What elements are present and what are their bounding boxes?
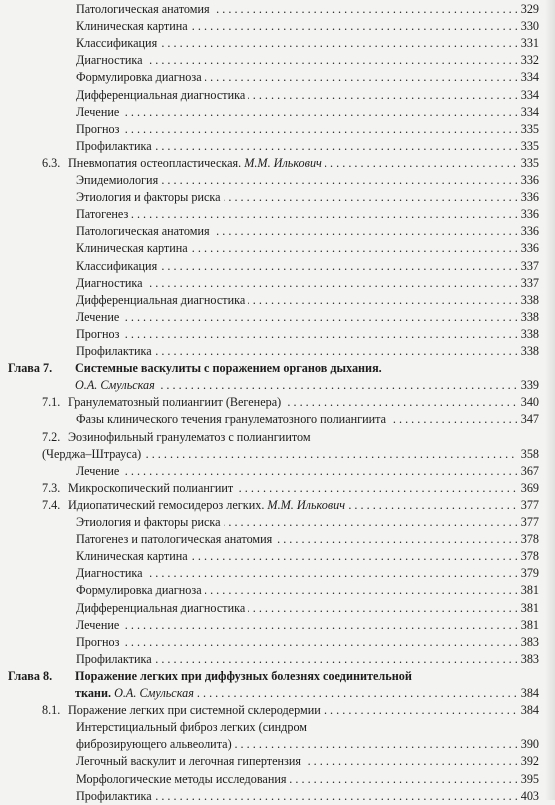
leader-dots (76, 325, 537, 343)
entry-title (76, 342, 155, 360)
toc-entry (0, 513, 555, 531)
toc-entry (0, 599, 555, 617)
page-number: 403 (518, 787, 539, 805)
toc-entry (0, 445, 555, 463)
toc-entry (0, 410, 555, 428)
toc-entry (0, 51, 555, 69)
entry-title-text: Диагностика (76, 53, 143, 68)
toc-entry (0, 479, 555, 497)
entry-title-text: Лечение (76, 463, 120, 478)
entry-author: М.М. Илькович (244, 155, 322, 170)
leader-dots (76, 103, 537, 121)
section-number: 7.2. (42, 429, 61, 444)
page-number: 334 (518, 68, 539, 86)
entry-title-text: Профилактика (76, 344, 152, 358)
entry-title-text: Формулировка диагноза (76, 70, 202, 85)
leader-dots (76, 308, 537, 326)
toc-entry (0, 633, 555, 651)
entry-title-text: Клиническая картина (76, 549, 188, 564)
page-number: 332 (518, 51, 539, 69)
entry-title (76, 718, 310, 736)
entry-author: О.А. Смульская (114, 686, 194, 700)
leader-dots (76, 616, 537, 634)
entry-title-text: Интерстициальный фиброз легких (синдром (76, 720, 308, 735)
entry-title-text: Патологическая анатомия (76, 224, 210, 239)
page-number: 336 (518, 239, 539, 257)
page-number: 336 (518, 205, 539, 223)
entry-title (68, 479, 236, 497)
page-number: 383 (518, 633, 539, 651)
entry-title-text: Лечение (76, 309, 120, 324)
toc-entry (0, 188, 555, 206)
toc-entry (0, 462, 555, 480)
entry-title (76, 650, 155, 668)
entry-title-text: Этиология и факторы риска (76, 515, 221, 529)
chapter-label: Глава 7. (8, 361, 53, 376)
toc-entry (0, 342, 555, 360)
page-number: 338 (518, 342, 539, 360)
entry-title-text: Профилактика (76, 138, 152, 153)
toc-entry (0, 17, 555, 35)
entry-title (68, 701, 324, 719)
page-number: 358 (518, 445, 539, 463)
toc-entry (0, 530, 555, 548)
section-number: 6.3. (42, 155, 61, 170)
entry-title (76, 17, 191, 35)
entry-title-text: Эпидемиология (76, 173, 159, 187)
entry-title-text: Пневмопатия остеопластическая. (68, 155, 242, 170)
toc-entry (0, 239, 555, 257)
toc-entry (0, 581, 555, 599)
entry-title (76, 462, 122, 480)
page-number: 377 (518, 496, 539, 514)
entry-title (76, 735, 235, 753)
section-number: 7.1. (42, 395, 61, 410)
entry-title-text: Лечение (76, 104, 120, 119)
toc-entry (0, 103, 555, 121)
entry-title (76, 752, 304, 770)
entry-title (76, 325, 122, 343)
entry-title (76, 308, 122, 326)
entry-title (76, 34, 160, 52)
toc-entry (0, 137, 555, 155)
page-number: 340 (518, 393, 539, 411)
entry-title (76, 274, 146, 292)
entry-title-text: Прогноз (76, 121, 120, 136)
section-number: 8.1. (42, 703, 61, 718)
entry-title (76, 547, 191, 565)
entry-author: М.М. Илькович (267, 497, 346, 512)
entry-title (76, 410, 389, 428)
page-number: 334 (518, 86, 539, 104)
toc-entry (0, 0, 555, 18)
page-number: 384 (518, 701, 539, 719)
page-number: 331 (518, 34, 539, 52)
page-number: 338 (518, 291, 539, 309)
leader-dots (76, 633, 537, 651)
page-number: 379 (518, 564, 539, 582)
section-number: 7.4. (42, 497, 61, 512)
entry-title-text: Поражение легких при системной склеродермии (68, 703, 321, 718)
toc-entry (0, 496, 555, 514)
entry-title-text: Патогенез и патологическая анатомия (76, 532, 273, 547)
toc-entry (0, 564, 555, 582)
entry-title (76, 120, 122, 138)
entry-title (76, 564, 146, 582)
entry-title-text: Прогноз (76, 326, 120, 341)
toc-entry (0, 718, 555, 736)
page-number: 329 (518, 0, 539, 18)
entry-title-text: Дифференциальная диагностика (76, 87, 246, 102)
entry-title (42, 445, 144, 463)
leader-dots (76, 120, 537, 138)
entry-title-text: Дифференциальная диагностика (76, 600, 246, 615)
page-number: 334 (518, 103, 539, 121)
entry-title (76, 103, 122, 121)
toc-entry (0, 171, 555, 189)
toc-entry (0, 667, 555, 685)
entry-title (76, 51, 146, 69)
page-number: 395 (518, 770, 539, 788)
entry-title-text: Диагностика (76, 566, 143, 581)
page-number: 392 (518, 752, 539, 770)
entry-title (76, 787, 155, 805)
entry-title-text: Профилактика (76, 788, 152, 803)
page-number: 336 (518, 171, 539, 189)
entry-title-text: Патологическая анатомия (76, 2, 210, 16)
entry-title (75, 667, 415, 685)
entry-title-text: Классификация (76, 36, 158, 51)
entry-title (76, 222, 213, 240)
toc-entry (0, 770, 555, 788)
entry-title (76, 770, 289, 788)
leader-dots (76, 205, 537, 223)
toc-entry (0, 86, 555, 104)
toc-entry (0, 325, 555, 343)
page-number: 383 (518, 650, 539, 668)
entry-title-text: Формулировка диагноза (76, 583, 202, 598)
page-number: 390 (518, 735, 539, 753)
toc-entry (0, 274, 555, 292)
entry-title (76, 137, 155, 155)
page-number: 336 (518, 222, 539, 240)
entry-title-text: Патогенез (76, 207, 129, 222)
entry-title-text: Прогноз (76, 634, 120, 649)
page-number: 337 (518, 274, 539, 292)
section-number: 7.3. (42, 480, 61, 495)
entry-title-text: Системные васкулиты с поражением органов дыхания. (75, 361, 382, 376)
page-number: 338 (518, 308, 539, 326)
toc-entry (0, 650, 555, 668)
page-number: 335 (518, 120, 539, 138)
entry-title-text: Идиопатический гемосидероз легких. (68, 497, 265, 512)
toc-entry (0, 291, 555, 309)
toc-entry (0, 393, 555, 411)
entry-title-text: Клиническая картина (76, 241, 188, 256)
toc-entry (0, 547, 555, 565)
entry-title (76, 257, 160, 275)
leader-dots (76, 462, 537, 480)
toc-entry (0, 154, 555, 172)
entry-title (76, 205, 131, 223)
entry-title (76, 291, 248, 309)
toc-entry (0, 787, 555, 805)
entry-title-text: Микроскопический полиангиит (68, 480, 234, 495)
entry-title (76, 616, 122, 634)
entry-title-text: Гранулематозный полиангиит (Вегенера) (68, 395, 282, 410)
entry-title-text: Классификация (76, 258, 158, 273)
entry-title (76, 239, 191, 257)
entry-title (68, 428, 314, 446)
toc-entry (0, 752, 555, 770)
page-number: 339 (518, 376, 539, 394)
entry-title (76, 86, 248, 104)
page-number: 337 (518, 257, 539, 275)
entry-title (76, 633, 122, 651)
page-number: 378 (518, 530, 539, 548)
entry-title-text: ткани. (75, 686, 112, 700)
toc-entry (0, 34, 555, 52)
entry-title-text: Лечение (76, 617, 120, 632)
toc-entry (0, 222, 555, 240)
page-number: 338 (518, 325, 539, 343)
toc-entry (0, 308, 555, 326)
page-number: 378 (518, 547, 539, 565)
toc-entry (0, 205, 555, 223)
entry-title-text: Эозинофильный гранулематоз с полиангиитом (68, 429, 311, 444)
entry-title (68, 393, 284, 411)
entry-title-text: Фазы клинического течения гранулематозного полиангиита (76, 412, 387, 427)
entry-title (76, 171, 161, 189)
toc-entry (0, 701, 555, 719)
toc-entry (0, 257, 555, 275)
entry-title-text: Профилактика (76, 651, 152, 666)
entry-title (68, 154, 325, 172)
page-number: 384 (518, 684, 539, 702)
toc-entry (0, 735, 555, 753)
entry-title (76, 513, 224, 531)
entry-title (76, 599, 248, 617)
page-number: 335 (518, 154, 539, 172)
page-number: 335 (518, 137, 539, 155)
toc-entry (0, 376, 555, 394)
entry-title-text: (Черджа–Штрауса) (42, 446, 142, 461)
toc-entry (0, 616, 555, 634)
entry-title-text: Легочный васкулит и легочная гипертензия (76, 754, 302, 769)
page-number: 381 (518, 581, 539, 599)
toc-entry (0, 428, 555, 446)
toc-entry (0, 68, 555, 86)
entry-title (76, 530, 275, 548)
entry-title-text: Диагностика (76, 275, 143, 290)
entry-title (76, 188, 224, 206)
page-number: 336 (518, 188, 539, 206)
toc-entry (0, 120, 555, 138)
page-number: 377 (518, 513, 539, 531)
entry-title-text: Дифференциальная диагностика (76, 292, 246, 307)
entry-title (76, 68, 205, 86)
entry-title-text: Морфологические методы исследования (76, 771, 287, 786)
chapter-label: Глава 8. (8, 668, 53, 683)
entry-title-text: Поражение легких при диффузных болезнях соединительной (75, 668, 412, 683)
entry-title (76, 0, 213, 18)
page-number: 381 (518, 599, 539, 617)
entry-title (75, 376, 158, 394)
page-number: 381 (518, 616, 539, 634)
entry-title-text: фиброзирующего альвеолита) (76, 737, 232, 752)
page-edge-shadow (545, 0, 555, 800)
page-number: 347 (518, 410, 539, 428)
entry-author: О.А. Смульская (75, 378, 155, 393)
entry-title (75, 359, 385, 377)
entry-title (75, 684, 197, 702)
entry-title-text: Клиническая картина (76, 19, 188, 34)
page-number: 330 (518, 17, 539, 35)
page-number: 369 (518, 479, 539, 497)
entry-title-text: Этиология и факторы риска (76, 190, 221, 205)
entry-title (76, 581, 205, 599)
page-number: 367 (518, 462, 539, 480)
toc-entry (0, 359, 555, 377)
entry-title (68, 496, 348, 514)
toc-entry (0, 684, 555, 702)
